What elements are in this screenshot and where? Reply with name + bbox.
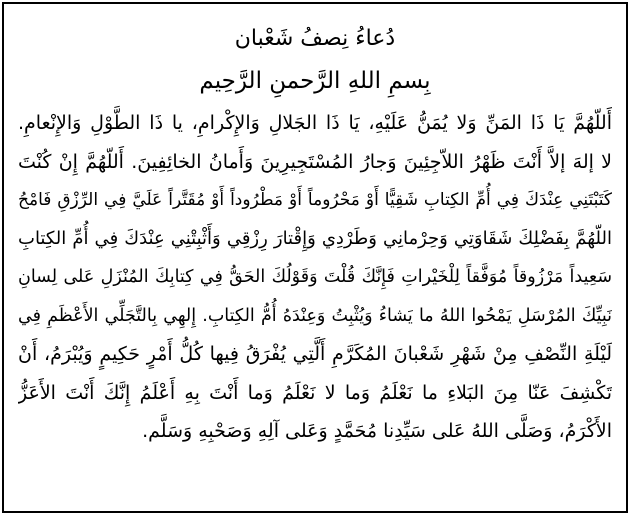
text-line-7: لَيْلَةِ النِّصْفِ مِنْ شَهْرِ شَعْبانَ المُكَرَّمِ أَلَّتِي يُفْرَقُ فِيها كُلُّ أَمْرٍ حَكِيمٍ وَيُبْرَمُ، أَنْ <box>18 343 612 365</box>
document-frame <box>2 2 628 513</box>
text-line-8: تَكْشِفَ عَنّا مِنَ البَلاءِ ما نَعْلَمُ وَما لا نَعْلَمُ وَما أَنْتَ بِهِ أَعْلَمُ إِنَّكَ أَنْتَ الأَعَزُّ <box>18 381 612 404</box>
text-line-3: كَتَبْتَنِي عِنْدَكَ فِي أُمِّ الكِتابِ شَقِيًّا أَوْ مَحْرُوماً أَوْ مَطْرُوداً أَوْ مُقَتَّراً عَلَيَّ فِي الرِّزْقِ فَامْحُ <box>18 190 612 210</box>
text-line-9: الأَكْرَمُ، وَصَلَّى اللهُ عَلى سَيِّدِنا مُحَمَّدٍ وَعَلى آلِهِ وَصَحْبِهِ وَسَلَّم. <box>142 420 612 442</box>
text-line-5: سَعِيداً مَرْزُوقاً مُوَفَّقاً لِلْخَيْراتِ فَإِنَّكَ قُلْتَ وَقَوْلُكَ الحَقُّ فِي كِتابِكَ المُنْزَلِ عَلى لِسانِ <box>18 267 612 287</box>
document-body <box>18 24 612 491</box>
text-line-1: أَللّهُمَّ يَا ذَا المَنِّ وَلا يُمَنُّ عَلَيْهِ، يَا ذَا الجَلالِ وَالإِكْرامِ، يا ذَا الطَّوْلِ وَالإِنْعامِ. <box>18 112 612 134</box>
document-title: دُعاءُ نِصفُ شَعْبان <box>234 26 396 51</box>
text-line-4: اللّهُمَّ بِفَضْلِكَ شَقَاوَتِي وَحِرْمانِي وَطَرْدِي وَإِقْتارَ رِزْقِي وَأَثْبِتْنِي عِنْدَكَ فِي أُمِّ الكِتابِ <box>18 227 612 249</box>
text-line-6: نَبِيِّكَ المُرْسَلِ يَمْحُوا اللهُ ما يَشاءُ وَيُثْبِتُ وَعِنْدَهُ أُمُّ الكِتابِ. إِلهِي بِالتَّجَلِّي الأَعْظَمِ فِي <box>18 305 612 326</box>
basmala-heading: بِسمِ اللهِ الرَّحمنِ الرَّحِيم <box>199 68 431 94</box>
text-line-2: لا إلهَ إلاَّ أَنْتَ ظَهْرُ اللاّجِئِينَ وَجارُ المُسْتَجِيرِينَ وَأَمانُ الخائِفِينَ. أَللّهُمَّ إِنْ كُنْتَ <box>18 150 612 173</box>
